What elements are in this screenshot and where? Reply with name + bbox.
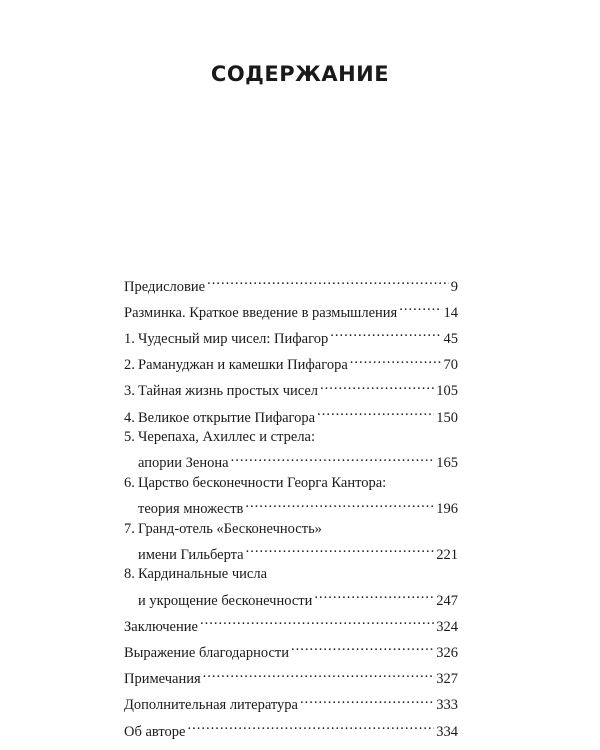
toc-entry-title: апории Зенона: [138, 455, 229, 472]
toc-entry-title: теория множеств: [138, 501, 244, 518]
dot-leader: [330, 323, 441, 343]
toc-page-number: 70: [443, 357, 458, 374]
toc-page-number: 14: [443, 304, 458, 321]
toc-entry-title: Предисловие: [124, 278, 206, 295]
dot-leader: [399, 297, 441, 317]
toc-entry[interactable]: [124, 474, 458, 520]
toc-entry-title: Великое открытие Пифагора: [138, 409, 316, 426]
toc-page-number: 326: [436, 645, 458, 662]
toc-entry-title-line: Царство бесконечности Георга Кантора:: [138, 474, 387, 491]
toc-entry-title: Выражение благодарности: [124, 645, 290, 662]
dot-leader: [320, 376, 434, 396]
toc-entry-title: Заключение: [124, 618, 198, 635]
toc-entry[interactable]: [124, 637, 458, 663]
toc-entry-number: 7.: [124, 520, 135, 537]
toc-entry[interactable]: [124, 297, 458, 323]
toc-entry-number: 6.: [124, 474, 135, 491]
toc-page-number: 221: [436, 546, 458, 563]
dot-leader: [200, 611, 434, 631]
toc-entry-title: Примечания: [124, 671, 201, 688]
dot-leader: [291, 637, 434, 657]
dot-leader: [245, 494, 434, 514]
toc-page-number: 45: [443, 330, 458, 347]
dot-leader: [187, 716, 434, 736]
toc-entry-number: 1.: [124, 330, 135, 347]
dot-leader: [300, 690, 434, 710]
toc-entry-title: Дополнительная литература: [124, 697, 298, 714]
toc-entry-title: Об авторе: [124, 723, 186, 740]
toc-entry-number: 5.: [124, 429, 135, 446]
toc-entry[interactable]: [124, 611, 458, 637]
toc-entry-title-line: Кардинальные числа: [138, 566, 268, 583]
dot-leader: [350, 350, 442, 370]
toc-entry[interactable]: [124, 350, 458, 376]
dot-leader: [203, 664, 435, 684]
dot-leader: [246, 539, 435, 559]
toc-entry[interactable]: [124, 271, 458, 297]
toc-page-number: 196: [436, 501, 458, 518]
toc-entry-title: и укрощение бесконечности: [138, 592, 313, 609]
toc-entry[interactable]: [124, 520, 458, 566]
toc-entry[interactable]: [124, 664, 458, 690]
dot-leader: [317, 402, 434, 422]
toc-entry[interactable]: [124, 565, 458, 611]
toc-entry[interactable]: [124, 716, 458, 742]
toc-page-number: 9: [450, 278, 458, 295]
toc-page-number: 327: [436, 671, 458, 688]
toc-page-number: 105: [436, 383, 458, 400]
table-of-contents: [124, 271, 458, 742]
toc-entry[interactable]: [124, 402, 458, 428]
dot-leader: [207, 271, 449, 291]
toc-entry-title-line: Черепаха, Ахиллес и стрела:: [138, 429, 316, 446]
toc-entry-title: Рамануджан и камешки Пифагора: [138, 357, 348, 374]
toc-entry[interactable]: [124, 323, 458, 349]
toc-page-number: 150: [436, 409, 458, 426]
toc-entry[interactable]: [124, 376, 458, 402]
toc-entry-title: Разминка. Краткое введение в размышления: [124, 304, 398, 321]
toc-page-number: 334: [436, 723, 458, 740]
toc-entry-title: Тайная жизнь простых чисел: [138, 383, 319, 400]
toc-entry[interactable]: [124, 690, 458, 716]
toc-page-number: 247: [436, 592, 458, 609]
toc-entry-number: 3.: [124, 383, 135, 400]
page-title: СОДЕРЖАНИЕ: [210, 62, 390, 86]
toc-entry-title: имени Гильберта: [138, 546, 244, 563]
toc-entry-number: 8.: [124, 566, 135, 583]
dot-leader: [314, 585, 434, 605]
toc-entry-title-line: Гранд-отель «Бесконечность»: [138, 520, 322, 537]
toc-page-number: 165: [436, 455, 458, 472]
toc-page-number: 324: [436, 618, 458, 635]
toc-entry[interactable]: [124, 428, 458, 474]
dot-leader: [231, 448, 435, 468]
toc-entry-title: Чудесный мир чисел: Пифагор: [138, 330, 329, 347]
toc-entry-number: 2.: [124, 357, 135, 374]
toc-page-number: 333: [436, 697, 458, 714]
toc-entry-number: 4.: [124, 409, 135, 426]
